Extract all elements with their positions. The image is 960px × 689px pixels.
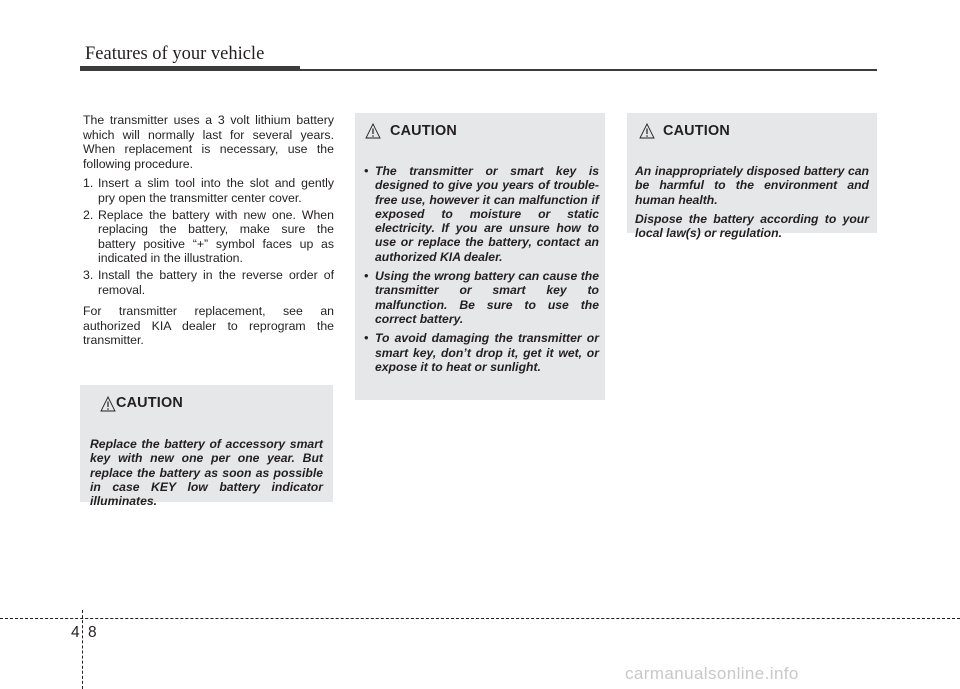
caution-box-accessory-key: [80, 385, 333, 509]
chapter-number: 4: [71, 624, 80, 641]
page-number: 8: [88, 624, 97, 641]
caution-box-transmitter: [355, 113, 605, 400]
caution-box-disposal: [627, 113, 877, 241]
caution-body: [90, 437, 323, 508]
caution-bullet-item: • To avoid damaging the transmitter or smart key, don’t drop it, get it wet, or expose it to heat or sunlight.: [364, 331, 599, 374]
warning-triangle-icon: [100, 396, 116, 412]
page-header-title: Features of your vehicle: [85, 44, 265, 64]
caution-bullet-list: [363, 164, 599, 374]
watermark: carmanualsonline.info: [625, 664, 799, 683]
caution-paragraph: An inappropriately disposed battery can be harmful to the environment and human health.: [635, 164, 869, 207]
header-rule-thick: [80, 66, 300, 71]
caution-paragraph: Replace the battery of accessory smart key with new one per one year. But replace the battery as soon as possible in case KEY low battery indicator illuminates.: [90, 437, 323, 509]
caution-bullet-text: Using the wrong battery can cause the transmitter or smart key to malfunction. Be sure to use the correct battery.: [375, 269, 599, 326]
main-text-column: [83, 113, 334, 353]
step-item: [83, 176, 334, 205]
step-text: Install the battery in the reverse order of removal.: [98, 267, 334, 297]
step-number: 3.: [83, 267, 94, 282]
caution-bullet-text: To avoid damaging the transmitter or smart key, don’t drop it, get it wet, or expose it to heat or sunlight.: [375, 331, 599, 374]
replacement-note: For transmitter replacement, see an authorized KIA dealer to reprogram the transmitter.: [83, 304, 334, 348]
caution-title: CAUTION: [116, 395, 183, 411]
caution-title: CAUTION: [390, 123, 457, 139]
caution-title: CAUTION: [663, 123, 730, 139]
step-text: Replace the battery with new one. When replacing the battery, make sure the battery positive “+” symbol faces up as indicated in the illustration.: [98, 207, 334, 266]
step-number: 2.: [83, 207, 94, 222]
step-item: [83, 208, 334, 266]
step-text: Insert a slim tool into the slot and gently pry open the transmitter center cover.: [98, 176, 334, 205]
caution-body: [363, 164, 599, 374]
warning-triangle-icon: [639, 123, 655, 139]
caution-header: [627, 113, 877, 139]
caution-bullet-item: • Using the wrong battery can cause the transmitter or smart key to malfunction. Be sure to use the correct battery.: [364, 269, 599, 326]
step-item: [83, 268, 334, 297]
caution-bullet-item: • The transmitter or smart key is designed to give you years of trouble-free use, however it can malfunction if exposed to moisture or static electricity. If you are unsure how to use or replace the battery, contact an authorized KIA dealer.: [364, 164, 599, 264]
footer-dashed-divider: [82, 610, 83, 689]
caution-header: [80, 385, 333, 411]
warning-triangle-icon: [365, 123, 381, 139]
intro-paragraph: The transmitter uses a 3 volt lithium battery which will normally last for several years. When replacement is necessary, use the following procedure.: [83, 113, 334, 171]
caution-header: [355, 113, 605, 139]
step-number: 1.: [83, 176, 94, 191]
procedure-steps: [83, 176, 334, 297]
footer-dashed-rule: [0, 618, 960, 619]
caution-paragraph: Dispose the battery according to your local law(s) or regulation.: [635, 211, 869, 241]
caution-bullet-text: The transmitter or smart key is designed to give you years of trouble-free use, however it can malfunction if exposed to moisture or static electricity. If you are unsure how to use or replace the battery, contact an authorized KIA dealer.: [375, 164, 599, 264]
caution-body: [635, 164, 869, 240]
header-rule-thin: [300, 69, 877, 71]
